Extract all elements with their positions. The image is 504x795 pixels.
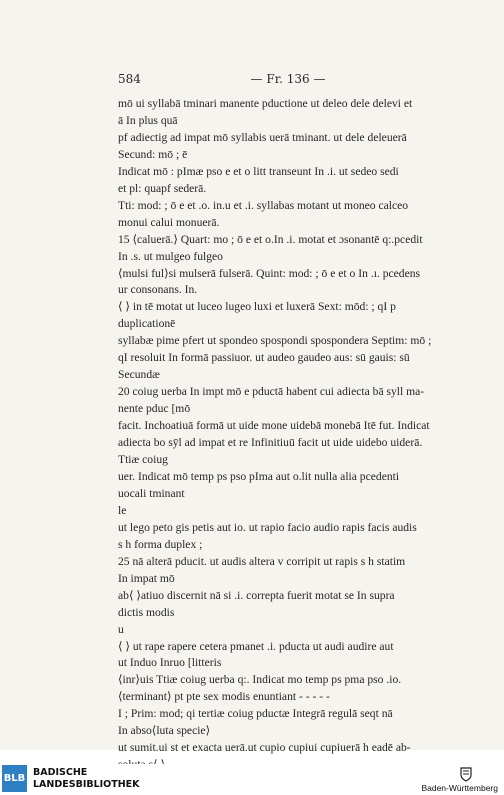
text-line: duplicationē [118,317,176,331]
text-line: dictis modis [118,605,175,619]
text-line: u [118,622,124,636]
text-line: uer. Indicat mō temp ps pso pIma aut o.lit nulla alia pcedenti [118,469,400,483]
text-line: le [118,503,127,517]
text-line: ut sumit.ui st et exacta uerā.ut cupio cupiui cupiuerā h eadē ab- [118,741,411,755]
text-line: facit. Inchoatiuā formā ut uide mone uidebā monebā Itē fut. Indicat [118,419,430,433]
blb-logo[interactable]: BLB [2,765,27,792]
text-line: Tti: mod: ; ō e et .o. in.u et .i. syllabas motant ut moneo calceo [118,198,409,212]
state-name: Baden-Württemberg [421,783,498,793]
text-line: 20 coiug uerba In impt mō e pductā habent cui adiecta bā syll ma- [118,385,425,399]
text-line: s h forma duplex ; [118,537,203,551]
text-line: ut Induo Inruo [litteris [118,656,222,670]
text-line: Indicat mō : pImæ pso e et o litt transeunt In .i. ut sedeo sedi [118,164,399,178]
fragment-label: — Fr. 136 — [250,72,326,86]
text-line: 25 nā alterā pducit. ut audis altera v corripit ut rapis s h statim [118,554,406,568]
text-line: Ttiæ coiug [118,453,168,467]
text-line: Secund: mō ; ē [118,147,188,161]
text-line: ⟨inr⟩uis Ttiæ coiug uerba q:. Indicat mo temp ps pma pso .io. [118,673,402,687]
library-name-line1: BADISCHE [33,767,88,778]
text-line: qI resoluit In formā passiuor. ut audeo gaudeo aus: sū gauis: sū [118,351,410,365]
page-header [118,72,458,88]
text-line: In impat mō [118,571,175,585]
text-line: In abso⟨luta specie⟩ [118,724,211,738]
text-line: ⟨terminant⟩ pt pte sex modis enuntiant - - - - - [118,690,330,704]
text-line: et pl: quapf sederā. [118,181,207,195]
library-name[interactable] [33,767,140,791]
text-line: monui calui monuerā. [118,215,220,229]
text-line: ā In plus quā [118,113,178,127]
footer-bar [0,764,504,795]
transcription-text [118,96,458,774]
page-number: 584 [118,72,141,86]
text-line: adiecta bo sȳl ad impat et re Infinitiuū facit ut uide uidebo uiderā. [118,436,423,450]
text-line: 15 ⟨caluerā.⟩ Quart: mo ; ō e et o.In .i. motat et ɔsonantē q:.pcedit [118,232,423,246]
text-line: ⟨mulsi ful⟩si mulserā fulserā. Quint: mod: ; ō e et o In .ı. pcedens [118,266,421,280]
text-line: ⟨ ⟩ in tē motat ut luceo lugeo luxi et luxerā Sext: mōd: ; qI p [118,300,396,314]
text-line: I ; Prim: mod; qi tertiæ coiug pductæ Integrā regulā seqt nā [118,707,393,721]
text-line: nente pduc [mō [118,402,191,416]
library-name-line2: LANDESBIBLIOTHEK [33,779,140,790]
text-line: In .s. ut mulgeo fulgeo [118,249,223,263]
text-line: Secundæ [118,368,160,382]
text-line: mō ui syllabā tminari manente pductione ut deleo dele delevi et [118,97,413,110]
text-line: pf adiectig ad impat mō syllabis uerā tminant. ut dele deleuerā [118,130,407,144]
state-crest-icon [458,766,474,782]
text-line: ur consonans. In. [118,283,198,297]
text-line: ut lego peto gis petis aut io. ut rapio facio audio rapis facis audis [118,520,417,534]
text-line: ⟨ ⟩ ut rape rapere cetera pmanet .i. pducta ut audi audire aut [118,639,394,653]
text-line: syllabæ pime pfert ut spondeo spospondi spospondera Septim: mō ; [118,334,432,348]
text-line: uocali tminant [118,486,185,500]
text-line: ab⟨ ⟩atiuo discernit nā si .i. correpta fuerit motat se In supra [118,588,395,602]
